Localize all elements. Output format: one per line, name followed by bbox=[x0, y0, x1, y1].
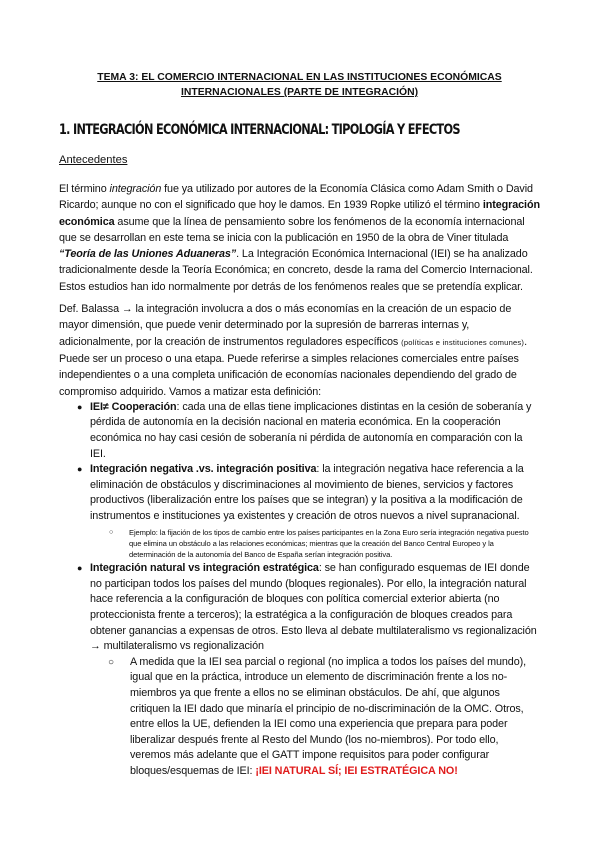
italic-term: integración bbox=[109, 183, 162, 195]
text-span: . Puede ser un proceso o una etapa. Puede referirse a simples relaciones comerciales entre países independientes o a una completa unificación de economías nacionales dependiendo del grado de compromiso adquirido. Vamos a matizar esta definición: bbox=[59, 335, 528, 398]
bullet-title: Integración natural vs integración estratégica bbox=[90, 562, 319, 575]
emphasis-text: ¡IEI NATURAL SÍ; IEI ESTRATÉGICA NO! bbox=[255, 764, 458, 777]
document-title bbox=[59, 70, 540, 100]
bullet-text: : la integración negativa hace referencia a la eliminación de obstáculos y discriminaciones al movimiento de bienes, servicios y factores productivos (liberalización entre los países que se integran) y la positiva a la modificación de instrumentos e instituciones ya existentes y creación de otros nuevos a nivel supranacional. bbox=[90, 463, 524, 523]
bullet-title: IEI≠ Cooperación bbox=[90, 400, 177, 413]
bullet-icon: ● bbox=[77, 401, 83, 412]
example-note: Ejemplo: la fijación de los tipos de cambio entre los países participantes en la Zona Euro sería integración negativa puesto que elimina un obstáculo a las relaciones económicas; mientras que la creación del Banco Central Europeo y la determinación de la autonomía del Banco de España serían integración positiva. bbox=[129, 527, 529, 560]
book-title: “Teoría de las Uniones Aduaneras” bbox=[59, 248, 237, 261]
text-span: Def. Balassa → la integración involucra a dos o más economías en la creación de un espacio de mayor dimensión, que puede venir determinado por la supresión de barreras internas y, adicionalmente, por la creación de instrumentos reguladores específicos bbox=[59, 303, 512, 348]
list-item bbox=[59, 462, 540, 560]
list-item bbox=[59, 400, 540, 462]
text-span: asume que la línea de pensamiento sobre los fenómenos de la economía internacional que se desarrollan en este tema se inicia con la publicación en 1950 de la obra de Viner titulada bbox=[59, 215, 525, 244]
section-heading: 1. INTEGRACIÓN ECONÓMICA INTERNACIONAL: TIPOLOGÍA Y EFECTOS bbox=[59, 122, 460, 138]
circle-bullet-icon: ○ bbox=[108, 656, 114, 668]
document-title-line-1: TEMA 3: EL COMERCIO INTERNACIONAL EN LAS INSTITUCIONES ECONÓMICAS bbox=[97, 72, 502, 83]
list-item bbox=[90, 655, 540, 780]
bullet-title: Integración negativa .vs. integración positiva bbox=[90, 463, 317, 476]
paragraph-antecedentes bbox=[59, 181, 540, 295]
sub-list bbox=[90, 527, 540, 561]
document-title-line-2: INTERNACIONALES (PARTE DE INTEGRACIÓN) bbox=[180, 87, 419, 98]
text-span: . La Integración Económica Internacional (IEI) se ha analizado tradicionalmente desde la Teoría Económica; en concreto, desde la rama del Comercio Internacional. Estos estudios han ido normalmente por detrás de los fenómenos reales que se pretendía explicar. bbox=[59, 248, 533, 293]
text-span: El término bbox=[59, 183, 110, 195]
sub-list bbox=[90, 655, 540, 780]
sub-note: A medida que la IEI sea parcial o regional (no implica a todos los países del mundo), igual que en la práctica, introduce un elemento de discriminación frente a los no-miembros ya que frente a ellos no se eliminan obstáculos. De ahí, que algunos critiquen la IEI dado que minaría el principio de no-discriminación de la OMC. Otros, entre ellos la UE, defienden la IEI como una experiencia que prepara para poder liberalizar después frente al Resto del Mundo (los no-miembros). Por todo ello, veremos más adelante que el GATT impone requisitos para poder configurar bloques/esquemas de IEI: bbox=[130, 655, 527, 777]
list-item bbox=[59, 561, 540, 779]
circle-bullet-icon: ○ bbox=[109, 528, 114, 536]
list-item bbox=[90, 527, 540, 561]
text-span: fue ya utilizado por autores de la Economía Clásica como Adam Smith o David Ricardo; aunque no con el significado que hoy le damos. En 1939 Ropke utilizó el término bbox=[59, 183, 533, 212]
bullet-icon: ● bbox=[77, 464, 83, 475]
small-note: (políticas e instituciones comunes) bbox=[401, 337, 525, 347]
definition-bullets bbox=[59, 400, 540, 780]
bullet-icon: ● bbox=[77, 563, 83, 574]
paragraph-definition bbox=[59, 301, 540, 400]
bold-term: integración económica bbox=[59, 199, 540, 228]
bullet-text: : se han configurado esquemas de IEI donde no participan todos los países del mundo (bloques regionales). Por ello, la integración natural hace referencia a la configuración de bloques con política comercial exterior abierta (no proteccionista frente a terceros); la estratégica a la configuración de bloques creados para obtener ganancias a expensas de otros. Esto lleva al debate multilateralismo vs regionalización → multilateralismo vs regionalización bbox=[90, 562, 537, 653]
subheading-antecedentes: Antecedentes bbox=[59, 154, 128, 166]
bullet-text: : cada una de ellas tiene implicaciones distintas en la cesión de soberanía y pérdida de autonomía en la decisión nacional en materia económica. En la cooperación económica no hay casi cesión de soberanía ni pérdida de autonomía en comparación con la IEI. bbox=[90, 400, 532, 460]
